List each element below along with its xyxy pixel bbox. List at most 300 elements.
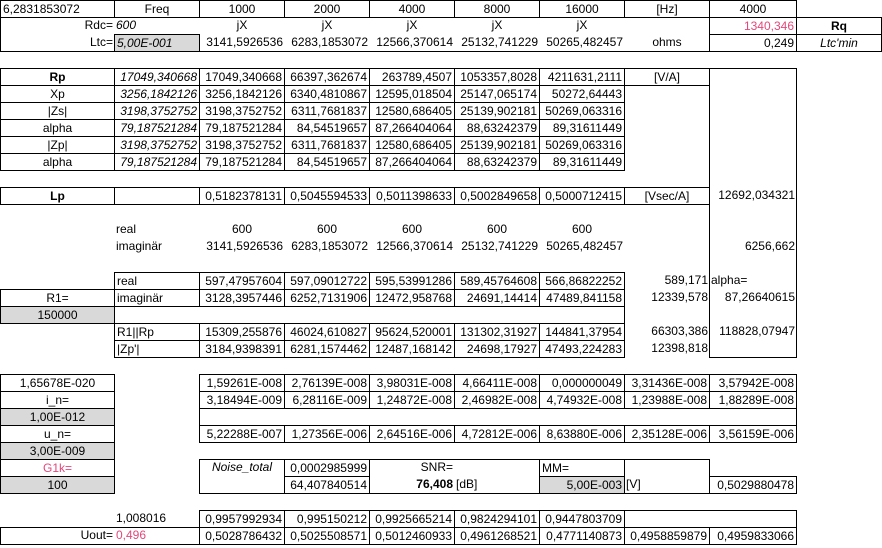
cell-C3[interactable]: 3141,5926536 [206, 35, 283, 49]
cell-H6[interactable] [624, 85, 710, 103]
cell-J26[interactable] [796, 425, 882, 443]
cell-F1[interactable]: 8000 [454, 0, 540, 18]
cell-A14[interactable] [0, 221, 115, 239]
cell-E14[interactable]: 600 [401, 222, 423, 236]
cell-J23[interactable] [796, 374, 882, 392]
cell-B15[interactable]: imaginär [116, 239, 163, 253]
cell-E8[interactable]: 87,266404064 [369, 119, 455, 137]
cell-F27[interactable] [454, 442, 540, 460]
cell-F23[interactable]: 4,66411E-008 [454, 374, 540, 392]
cell-A6[interactable]: Xp [0, 85, 115, 103]
cell-I4[interactable] [709, 51, 797, 69]
cell-J3[interactable]: Ltc'min [796, 34, 882, 52]
cell-B16[interactable] [114, 255, 200, 273]
cell-H21[interactable]: 12398,818 [651, 341, 708, 355]
cell-D20[interactable]: 46024,610827 [284, 323, 370, 341]
cell-B10[interactable]: 79,187521284 [114, 153, 200, 171]
cell-I11[interactable] [709, 170, 797, 188]
cell-J21[interactable] [796, 340, 882, 358]
cell-A4[interactable] [0, 51, 115, 69]
cell-J20[interactable] [796, 323, 882, 341]
cell-F19[interactable] [454, 306, 540, 324]
cell-I9[interactable] [709, 136, 797, 154]
cell-I14[interactable] [709, 221, 797, 239]
cell-C5[interactable]: 17049,340668 [199, 68, 285, 86]
cell-H11[interactable] [624, 170, 710, 188]
cell-B20[interactable]: R1||Rp [114, 323, 200, 341]
cell-B2[interactable]: 600 [116, 18, 137, 32]
cell-J15[interactable] [796, 238, 882, 256]
cell-A10[interactable]: alpha [0, 153, 115, 171]
cell-H4[interactable] [624, 51, 710, 69]
cell-A16[interactable] [0, 255, 115, 273]
cell-E20[interactable]: 95624,520001 [369, 323, 455, 341]
cell-J5[interactable] [796, 68, 882, 86]
cell-E13[interactable] [369, 204, 455, 222]
cell-I22[interactable] [709, 357, 797, 375]
cell-G27[interactable] [539, 442, 625, 460]
cell-I1[interactable]: 4000 [709, 0, 797, 18]
cell-F4[interactable] [454, 51, 540, 69]
cell-A17[interactable] [0, 272, 115, 290]
cell-C15[interactable]: 3141,5926536 [206, 239, 283, 253]
cell-J10[interactable] [796, 153, 882, 171]
cell-B6[interactable]: 3256,1842126 [114, 85, 200, 103]
cell-G6[interactable]: 50272,64443 [539, 85, 625, 103]
cell-G2[interactable]: jX [576, 18, 588, 32]
cell-F30[interactable] [454, 493, 540, 511]
cell-G10[interactable]: 89,31611449 [539, 153, 625, 171]
cell-J12[interactable] [796, 187, 882, 205]
cell-G3[interactable]: 50265,482457 [546, 35, 623, 49]
cell-E27[interactable] [369, 442, 455, 460]
cell-B32[interactable]: 0,496 [116, 528, 147, 542]
cell-C11[interactable] [199, 170, 285, 188]
cell-A29[interactable]: 100 [0, 476, 115, 494]
cell-J4[interactable] [796, 51, 882, 69]
cell-G22[interactable] [539, 357, 625, 375]
cell-F14[interactable]: 600 [486, 222, 508, 236]
cell-A1[interactable]: 6,2831853072 [0, 0, 115, 18]
cell-E32[interactable]: 0,5012460933 [369, 527, 455, 545]
cell-J31[interactable] [796, 510, 882, 528]
cell-A21[interactable] [0, 340, 115, 358]
cell-H9[interactable] [624, 136, 710, 154]
cell-I21[interactable] [709, 340, 797, 358]
cell-H23[interactable]: 3,31436E-008 [624, 374, 710, 392]
cell-A18[interactable]: R1= [0, 289, 115, 307]
cell-I7[interactable] [709, 102, 797, 120]
cell-C16[interactable] [199, 255, 285, 273]
cell-E17[interactable]: 595,53991286 [369, 272, 455, 290]
cell-I16[interactable] [709, 255, 797, 273]
cell-A8[interactable]: alpha [0, 119, 115, 137]
cell-C6[interactable]: 3256,1842126 [199, 85, 285, 103]
cell-E4[interactable] [369, 51, 455, 69]
cell-C1[interactable]: 1000 [199, 0, 285, 18]
cell-F21[interactable]: 24698,17927 [454, 340, 540, 358]
cell-C10[interactable]: 79,187521284 [199, 153, 285, 171]
cell-J19[interactable] [796, 306, 882, 324]
cell-F24[interactable]: 2,46982E-008 [454, 391, 540, 409]
cell-B24[interactable] [114, 391, 200, 409]
cell-J9[interactable] [796, 136, 882, 154]
cell-H27[interactable] [624, 442, 710, 460]
cell-B8[interactable]: 79,187521284 [114, 119, 200, 137]
cell-E28[interactable]: SNR= [420, 460, 453, 474]
cell-G17[interactable]: 566,86822252 [539, 272, 625, 290]
cell-C24[interactable]: 3,18494E-009 [199, 391, 285, 409]
cell-C19[interactable] [199, 306, 285, 324]
cell-A24[interactable]: i_n= [0, 391, 115, 409]
cell-D8[interactable]: 84,54519657 [284, 119, 370, 137]
cell-H29[interactable]: [V] [626, 477, 641, 491]
cell-F5[interactable]: 1053357,8028 [454, 68, 540, 86]
cell-F16[interactable] [454, 255, 540, 273]
cell-B5[interactable]: 17049,340668 [114, 68, 200, 86]
cell-D14[interactable]: 600 [316, 222, 338, 236]
cell-G7[interactable]: 50269,063316 [539, 102, 625, 120]
cell-G31[interactable]: 0,9447803709 [539, 510, 625, 528]
cell-D9[interactable]: 6311,7681837 [284, 136, 370, 154]
cell-J28[interactable] [796, 459, 882, 477]
cell-B13[interactable] [114, 204, 200, 222]
cell-B28[interactable] [114, 459, 200, 477]
cell-A11[interactable] [0, 170, 115, 188]
cell-H5[interactable]: [V/A] [624, 68, 710, 86]
cell-G28[interactable]: MM= [539, 459, 625, 477]
cell-H26[interactable]: 2,35128E-006 [624, 425, 710, 443]
cell-D26[interactable]: 1,27356E-006 [284, 425, 370, 443]
cell-D1[interactable]: 2000 [284, 0, 370, 18]
cell-H16[interactable] [624, 255, 710, 273]
cell-G8[interactable]: 89,31611449 [539, 119, 625, 137]
cell-C31[interactable]: 0,9957992934 [199, 510, 285, 528]
cell-J32[interactable] [796, 527, 882, 545]
cell-E16[interactable] [369, 255, 455, 273]
cell-C26[interactable]: 5,22288E-007 [199, 425, 285, 443]
cell-D17[interactable]: 597,09012722 [284, 272, 370, 290]
cell-J25[interactable] [796, 408, 882, 426]
cell-C29[interactable] [199, 476, 285, 494]
cell-B26[interactable] [114, 425, 200, 443]
cell-G4[interactable] [539, 51, 625, 69]
cell-B31[interactable]: 1,008016 [116, 511, 167, 525]
cell-G5[interactable]: 4211631,2111 [539, 68, 625, 86]
cell-J1[interactable] [796, 0, 882, 18]
cell-D23[interactable]: 2,76139E-008 [284, 374, 370, 392]
cell-B18[interactable]: imaginär [114, 289, 200, 307]
cell-C7[interactable]: 3198,3752752 [199, 102, 285, 120]
cell-C22[interactable] [199, 357, 285, 375]
cell-F12[interactable]: 0,5002849658 [454, 187, 540, 205]
cell-I20[interactable]: 118828,07947 [719, 324, 795, 338]
cell-H1[interactable]: [Hz] [624, 0, 710, 18]
cell-I23[interactable]: 3,57942E-008 [709, 374, 797, 392]
cell-F25[interactable] [454, 408, 540, 426]
cell-G16[interactable] [539, 255, 625, 273]
cell-D30[interactable] [284, 493, 370, 511]
cell-G26[interactable]: 8,63880E-006 [539, 425, 625, 443]
cell-B17[interactable]: real [114, 272, 200, 290]
cell-D11[interactable] [284, 170, 370, 188]
cell-E23[interactable]: 3,98031E-008 [369, 374, 455, 392]
cell-B9[interactable]: 3198,3752752 [114, 136, 200, 154]
cell-A2[interactable]: Rdc= [84, 18, 113, 32]
cell-B3[interactable]: 5,00E-001 [114, 34, 200, 52]
cell-F17[interactable]: 589,45764608 [454, 272, 540, 290]
cell-J24[interactable] [796, 391, 882, 409]
cell-H7[interactable] [624, 102, 710, 120]
cell-E24[interactable]: 1,24872E-008 [369, 391, 455, 409]
cell-G20[interactable]: 144841,37954 [539, 323, 625, 341]
cell-F20[interactable]: 131302,31927 [454, 323, 540, 341]
cell-J8[interactable] [796, 119, 882, 137]
cell-G13[interactable] [539, 204, 625, 222]
cell-A32[interactable]: Uout= [80, 528, 113, 542]
cell-I28[interactable] [709, 459, 797, 477]
cell-A23[interactable]: 1,65678E-020 [0, 374, 115, 392]
cell-A26[interactable]: u_n= [0, 425, 115, 443]
cell-C32[interactable]: 0,5028786432 [199, 527, 285, 545]
cell-D22[interactable] [284, 357, 370, 375]
cell-I26[interactable]: 3,56159E-006 [709, 425, 797, 443]
cell-H22[interactable] [624, 357, 710, 375]
cell-F7[interactable]: 25139,902181 [454, 102, 540, 120]
cell-C2[interactable]: jX [236, 18, 248, 32]
cell-D29[interactable]: 64,407840514 [284, 476, 370, 494]
cell-G12[interactable]: 0,5000712415 [539, 187, 625, 205]
cell-F11[interactable] [454, 170, 540, 188]
cell-H30[interactable] [624, 493, 710, 511]
cell-I29[interactable]: 0,5029880478 [709, 476, 797, 494]
cell-B25[interactable] [114, 408, 200, 426]
cell-I25[interactable] [709, 408, 797, 426]
cell-A20[interactable] [0, 323, 115, 341]
cell-A19[interactable]: 150000 [0, 306, 115, 324]
cell-H3[interactable]: ohms [652, 35, 682, 49]
cell-A7[interactable]: |Zs| [0, 102, 115, 120]
cell-C12[interactable]: 0,5182378131 [199, 187, 285, 205]
cell-A13[interactable] [0, 204, 115, 222]
cell-J6[interactable] [796, 85, 882, 103]
cell-E1[interactable]: 4000 [369, 0, 455, 18]
cell-A3[interactable]: Ltc= [89, 35, 113, 49]
cell-A15[interactable] [0, 238, 115, 256]
cell-A12[interactable]: Lp [0, 187, 115, 205]
cell-D3[interactable]: 6283,1853072 [291, 35, 368, 49]
cell-B29[interactable] [114, 476, 200, 494]
cell-J27[interactable] [796, 442, 882, 460]
cell-G14[interactable]: 600 [571, 222, 593, 236]
cell-G19[interactable] [539, 306, 625, 324]
cell-G23[interactable]: 0,000000049 [539, 374, 625, 392]
cell-H31[interactable] [624, 510, 710, 528]
cell-C4[interactable] [199, 51, 285, 69]
cell-I13[interactable] [709, 204, 797, 222]
cell-G15[interactable]: 50265,482457 [546, 239, 623, 253]
cell-I17[interactable]: alpha= [711, 273, 748, 287]
cell-A28[interactable]: G1k= [0, 459, 115, 477]
cell-H18[interactable]: 12339,578 [651, 290, 708, 304]
cell-C18[interactable]: 3128,3957446 [199, 289, 285, 307]
cell-H20[interactable]: 66303,386 [651, 324, 708, 338]
cell-E30[interactable] [369, 493, 455, 511]
cell-B22[interactable] [114, 357, 200, 375]
cell-E22[interactable] [369, 357, 455, 375]
cell-D18[interactable]: 6252,7131906 [284, 289, 370, 307]
cell-F28[interactable] [454, 459, 540, 477]
cell-H24[interactable]: 1,23988E-008 [624, 391, 710, 409]
cell-C13[interactable] [199, 204, 285, 222]
cell-D19[interactable] [284, 306, 370, 324]
cell-F26[interactable]: 4,72812E-006 [454, 425, 540, 443]
cell-I12[interactable]: 12692,034321 [718, 188, 795, 202]
cell-I6[interactable] [709, 85, 797, 103]
cell-J16[interactable] [796, 255, 882, 273]
cell-E29[interactable]: 76,408 [416, 477, 453, 491]
cell-I8[interactable] [709, 119, 797, 137]
cell-A31[interactable] [0, 510, 115, 528]
cell-G9[interactable]: 50269,063316 [539, 136, 625, 154]
cell-I27[interactable] [709, 442, 797, 460]
cell-H32[interactable]: 0,4958859879 [624, 527, 710, 545]
cell-E19[interactable] [369, 306, 455, 324]
cell-H25[interactable] [624, 408, 710, 426]
cell-E7[interactable]: 12580,686405 [369, 102, 455, 120]
cell-G21[interactable]: 47493,224283 [539, 340, 625, 358]
cell-E25[interactable] [369, 408, 455, 426]
cell-J29[interactable] [796, 476, 882, 494]
cell-J14[interactable] [796, 221, 882, 239]
cell-J18[interactable] [796, 289, 882, 307]
cell-B14[interactable]: real [116, 222, 137, 236]
cell-A27[interactable]: 3,00E-009 [0, 442, 115, 460]
cell-E6[interactable]: 12595,018504 [369, 85, 455, 103]
cell-I19[interactable] [709, 306, 797, 324]
cell-J2[interactable]: Rq [796, 17, 882, 35]
cell-I32[interactable]: 0,4959833066 [709, 527, 797, 545]
cell-I30[interactable] [709, 493, 797, 511]
cell-D16[interactable] [284, 255, 370, 273]
cell-D4[interactable] [284, 51, 370, 69]
cell-F8[interactable]: 88,63242379 [454, 119, 540, 137]
cell-H13[interactable] [624, 204, 710, 222]
cell-G11[interactable] [539, 170, 625, 188]
cell-B7[interactable]: 3198,3752752 [114, 102, 200, 120]
cell-E21[interactable]: 12487,168142 [369, 340, 455, 358]
cell-I18[interactable]: 87,26640615 [724, 290, 795, 304]
cell-F10[interactable]: 88,63242379 [454, 153, 540, 171]
cell-J22[interactable] [796, 357, 882, 375]
cell-F13[interactable] [454, 204, 540, 222]
cell-D10[interactable]: 84,54519657 [284, 153, 370, 171]
cell-G18[interactable]: 47489,841158 [539, 289, 625, 307]
cell-G30[interactable] [539, 493, 625, 511]
cell-G25[interactable] [539, 408, 625, 426]
cell-J17[interactable] [796, 272, 882, 290]
cell-E2[interactable]: jX [406, 18, 418, 32]
cell-H2[interactable] [624, 17, 710, 35]
cell-F6[interactable]: 25147,065174 [454, 85, 540, 103]
cell-J13[interactable] [796, 204, 882, 222]
cell-J7[interactable] [796, 102, 882, 120]
cell-D32[interactable]: 0,5025508571 [284, 527, 370, 545]
cell-C30[interactable] [199, 493, 285, 511]
cell-F15[interactable]: 25132,741229 [461, 239, 538, 253]
cell-D31[interactable]: 0,995150212 [284, 510, 370, 528]
cell-F2[interactable]: jX [491, 18, 503, 32]
cell-C17[interactable]: 597,47957604 [199, 272, 285, 290]
cell-C20[interactable]: 15309,255876 [199, 323, 285, 341]
cell-D6[interactable]: 6340,4810867 [284, 85, 370, 103]
cell-C9[interactable]: 3198,3752752 [199, 136, 285, 154]
cell-I15[interactable]: 6256,662 [744, 239, 795, 253]
cell-C28[interactable]: Noise_total [211, 460, 273, 474]
cell-G32[interactable]: 0,4771140873 [539, 527, 625, 545]
cell-A25[interactable]: 1,00E-012 [0, 408, 115, 426]
cell-H8[interactable] [624, 119, 710, 137]
cell-D15[interactable]: 6283,1853072 [291, 239, 368, 253]
cell-G24[interactable]: 4,74932E-008 [539, 391, 625, 409]
cell-H12[interactable]: [Vsec/A] [624, 187, 710, 205]
cell-B19[interactable] [114, 306, 200, 324]
cell-H10[interactable] [624, 153, 710, 171]
cell-D27[interactable] [284, 442, 370, 460]
cell-F31[interactable]: 0,9824294101 [454, 510, 540, 528]
cell-B1[interactable]: Freq [114, 0, 200, 18]
cell-F32[interactable]: 0,4961268521 [454, 527, 540, 545]
cell-E9[interactable]: 12580,686405 [369, 136, 455, 154]
cell-E26[interactable]: 2,64516E-006 [369, 425, 455, 443]
cell-C14[interactable]: 600 [231, 222, 253, 236]
cell-H28[interactable] [624, 459, 710, 477]
cell-E5[interactable]: 263789,4507 [369, 68, 455, 86]
cell-D5[interactable]: 66397,362674 [284, 68, 370, 86]
cell-C27[interactable] [199, 442, 285, 460]
cell-I3[interactable]: 0,249 [709, 34, 797, 52]
cell-C21[interactable]: 3184,9398391 [199, 340, 285, 358]
cell-E18[interactable]: 12472,958768 [369, 289, 455, 307]
cell-D2[interactable]: jX [321, 18, 333, 32]
cell-B30[interactable] [114, 493, 200, 511]
cell-D24[interactable]: 6,28116E-009 [284, 391, 370, 409]
cell-J30[interactable] [796, 493, 882, 511]
cell-I24[interactable]: 1,88289E-008 [709, 391, 797, 409]
cell-F29[interactable]: [dB] [456, 477, 478, 491]
cell-F18[interactable]: 24691,14414 [454, 289, 540, 307]
cell-E15[interactable]: 12566,370614 [376, 239, 453, 253]
cell-E11[interactable] [369, 170, 455, 188]
cell-E12[interactable]: 0,5011398633 [369, 187, 455, 205]
cell-I2[interactable]: 1340,346 [709, 17, 797, 35]
cell-H14[interactable] [624, 221, 710, 239]
cell-D28[interactable]: 0,0002985999 [284, 459, 370, 477]
cell-I31[interactable] [709, 510, 797, 528]
cell-H15[interactable] [624, 238, 710, 256]
cell-D21[interactable]: 6281,1574462 [284, 340, 370, 358]
cell-B21[interactable]: |Zp'| [114, 340, 200, 358]
cell-D25[interactable] [284, 408, 370, 426]
cell-B11[interactable] [114, 170, 200, 188]
cell-F22[interactable] [454, 357, 540, 375]
cell-A9[interactable]: |Zp| [0, 136, 115, 154]
cell-J11[interactable] [796, 170, 882, 188]
cell-A5[interactable]: Rp [0, 68, 115, 86]
cell-D13[interactable] [284, 204, 370, 222]
cell-G1[interactable]: 16000 [539, 0, 625, 18]
cell-C23[interactable]: 1,59261E-008 [199, 374, 285, 392]
